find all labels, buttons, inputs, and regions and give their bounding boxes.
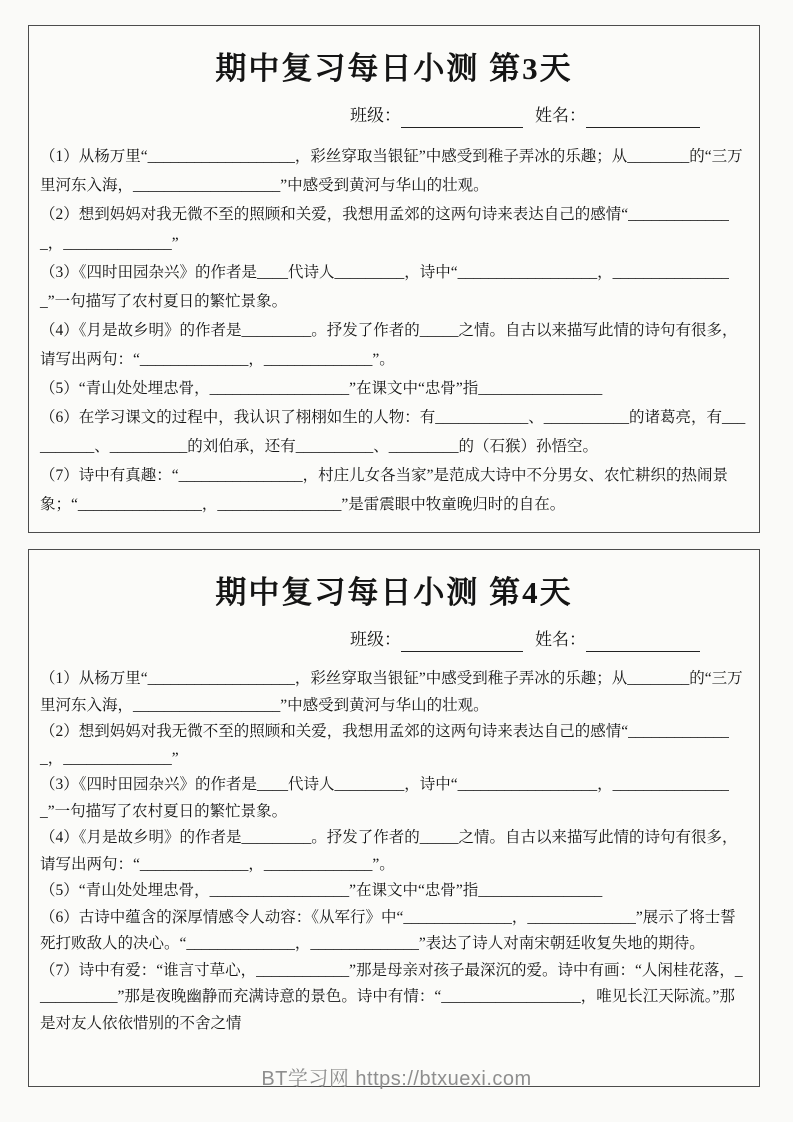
class-fill-line[interactable] [401, 110, 523, 128]
question-6: （6）古诗中蕴含的深厚情感令人动容：《从军行》中“______________，______________”展示了将士誓死打败敌人的决心。“______________，______________”表达了诗人对南宋朝廷收复失地的期待。 [40, 908, 736, 952]
watermark-footer: BT学习网 https://btxuexi.com [261, 1068, 532, 1090]
name-label: 姓名： [535, 106, 586, 125]
question-4: （4）《月是故乡明》的作者是_________。抒发了作者的_____之情。自古以来描写此情的诗句有很多，请写出两句：“______________，______________”。 [40, 829, 738, 873]
quiz-sheet-day-4 [28, 549, 760, 1087]
sheet-title: 期中复习每日小测 第4天 [215, 575, 573, 610]
name-fill-line[interactable] [586, 110, 700, 128]
student-info-row [40, 104, 748, 128]
question-5: （5）“青山处处埋忠骨，__________________”在课文中“忠骨”指________________ [40, 882, 603, 899]
question-7: （7）诗中有爱：“谁言寸草心，____________”那是母亲对孩子最深沉的爱。诗中有画：“人闲桂花落，___________”那是夜晚幽静而充满诗意的景色。诗中有情：“__________________，唯见长江天际流。”那是对友人依依惜别的不舍之情 [40, 961, 743, 1032]
class-fill-line[interactable] [401, 634, 523, 652]
name-fill-line[interactable] [586, 634, 700, 652]
question-2: （2）想到妈妈对我无微不至的照顾和关爱，我想用孟郊的这两句诗来表达自己的感情“______________，______________” [40, 206, 729, 252]
question-4: （4）《月是故乡明》的作者是_________。抒发了作者的_____之情。自古以来描写此情的诗句有很多，请写出两句：“______________，______________”。 [40, 322, 738, 368]
question-3: （3）《四时田园杂兴》的作者是____代诗人_________，诗中“__________________，________________”一句描写了农村夏日的繁忙景象。 [40, 264, 729, 310]
question-1: （1）从杨万里“___________________，彩丝穿取当银钲”中感受到稚子弄冰的乐趣；从________的“三万里河东入海，___________________”中感受到黄河与华山的壮观。 [40, 670, 743, 714]
question-list [40, 666, 748, 1037]
class-label: 班级： [350, 630, 401, 649]
sheet-title: 期中复习每日小测 第3天 [215, 51, 573, 86]
question-7: （7）诗中有真趣：“________________，村庄儿女各当家”是范成大诗中不分男女、农忙耕织的热闹景象；“________________，________________”是雷震眼中牧童晚归时的自在。 [40, 467, 729, 513]
name-label: 姓名： [535, 630, 586, 649]
question-5: （5）“青山处处埋忠骨，__________________”在课文中“忠骨”指________________ [40, 380, 603, 397]
class-label: 班级： [350, 106, 401, 125]
question-2: （2）想到妈妈对我无微不至的照顾和关爱，我想用孟郊的这两句诗来表达自己的感情“______________，______________” [40, 723, 729, 767]
question-list [40, 142, 748, 519]
question-1: （1）从杨万里“___________________，彩丝穿取当银钲”中感受到稚子弄冰的乐趣；从________的“三万里河东入海，___________________”中感受到黄河与华山的壮观。 [40, 148, 743, 194]
question-3: （3）《四时田园杂兴》的作者是____代诗人_________，诗中“__________________，________________”一句描写了农村夏日的繁忙景象。 [40, 776, 729, 820]
student-info-row [40, 628, 748, 652]
question-6: （6）在学习课文的过程中，我认识了栩栩如生的人物：有____________、___________的诸葛亮，有__________、__________的刘伯承，还有__________、_________的（石猴）孙悟空。 [40, 409, 746, 455]
quiz-sheet-day-3 [28, 25, 760, 533]
